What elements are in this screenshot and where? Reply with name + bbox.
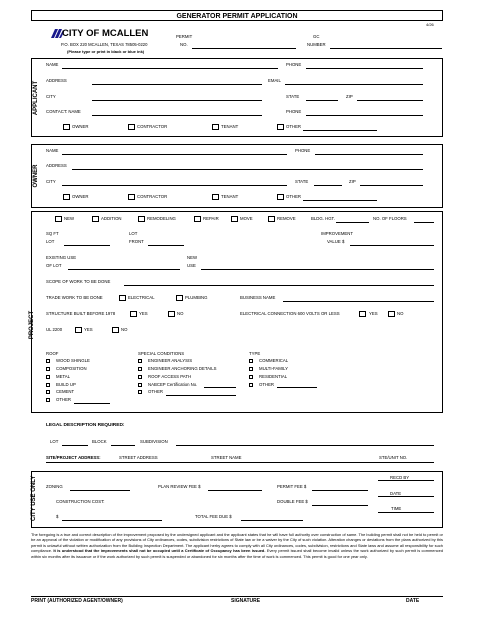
owner-other-label: OTHER	[286, 194, 302, 199]
roof-cement-label: CEMENT	[56, 389, 75, 394]
trade-work-label: TRADE WORK TO BE DONE	[46, 295, 103, 300]
legal-subdivision-label: SUBDIVISION	[140, 439, 168, 444]
work-new-label: NEW	[64, 216, 75, 221]
roof-composition-checkbox[interactable]	[46, 367, 50, 371]
improvement-label2: VALUE $	[327, 239, 345, 244]
structure-yes-checkbox[interactable]	[130, 311, 137, 317]
total-fee-label: TOTAL FEE DUE $	[195, 514, 232, 519]
applicant-owner-checkbox[interactable]	[63, 124, 70, 130]
elec-yes-label: YES	[369, 311, 378, 316]
applicant-contact-label: CONTACT: NAME	[46, 109, 81, 114]
applicant-other-field[interactable]	[303, 130, 377, 131]
recd-by-field[interactable]	[378, 480, 434, 481]
structure-no-checkbox[interactable]	[168, 311, 175, 317]
legal-description-title: LEGAL DESCRIPTION REQUIRED:	[46, 423, 125, 428]
existing-use-field[interactable]	[68, 269, 180, 270]
ul2200-label: UL 2200	[46, 327, 63, 332]
owner-city-label: CITY	[46, 179, 56, 184]
type-commercial-label: COMMERICAL	[259, 358, 289, 363]
new-use-label1: NEW	[187, 255, 198, 260]
work-move-label: MOVE	[240, 216, 253, 221]
type-commercial-checkbox[interactable]	[249, 359, 253, 363]
owner-state-field[interactable]	[314, 185, 342, 186]
applicant-phone-field[interactable]	[306, 68, 423, 69]
legal-lot-field[interactable]	[62, 445, 88, 446]
owner-zip-field[interactable]	[360, 185, 423, 186]
time-field[interactable]	[378, 512, 434, 513]
type-multi-family-checkbox[interactable]	[249, 367, 253, 371]
legal-lot-label: LOT	[50, 439, 59, 444]
owner-tenant-label: TENANT	[221, 194, 239, 199]
permit-fee-field[interactable]	[312, 490, 368, 491]
type-other-checkbox[interactable]	[249, 383, 253, 387]
applicant-email-field[interactable]	[285, 84, 423, 85]
legal-block-field[interactable]	[111, 445, 135, 446]
legal-block-label: BLOCK	[92, 439, 107, 444]
applicant-tenant-label: TENANT	[221, 124, 239, 129]
street-address-label: STREET ADDRESS	[119, 455, 158, 460]
gc-number-label: NUMBER	[307, 42, 326, 47]
roof-other-label: OTHER	[56, 397, 72, 402]
zoning-label: ZONING	[46, 484, 63, 489]
recd-by-label: RECD BY	[390, 475, 410, 480]
work-remodeling-checkbox[interactable]	[138, 216, 145, 222]
sq-ft-label: SQ FT	[46, 231, 59, 236]
roof-other-field[interactable]	[74, 403, 110, 404]
form-code: 4/26	[426, 22, 434, 27]
owner-address-label: ADDRESS	[46, 163, 67, 168]
city-name: CITY OF MCALLEN	[62, 28, 149, 39]
roof-wood-shingle-checkbox[interactable]	[46, 359, 50, 363]
work-repair-label: REPAIR	[203, 216, 219, 221]
gc-label: GC	[313, 34, 320, 39]
electrical-label: ELECTRICAL	[128, 295, 155, 300]
structure-yes-label: YES	[139, 311, 148, 316]
applicant-contractor-label: CONTRACTOR	[137, 124, 168, 129]
improvement-label1: IMPROVEMENT	[321, 231, 353, 236]
work-remove-label: REMOVE	[277, 216, 296, 221]
applicant-address-label: ADDRESS	[46, 78, 67, 83]
new-use-label2: USE	[187, 263, 196, 268]
plumbing-checkbox[interactable]	[176, 295, 183, 301]
special-nabcep-checkbox[interactable]	[138, 383, 142, 387]
roof-build-up-checkbox[interactable]	[46, 383, 50, 387]
no-floors-label: NO. OF FLOORS	[373, 216, 407, 221]
date-field[interactable]	[378, 496, 434, 497]
elec-no-label: NO	[397, 311, 404, 316]
bldg-hgt-label: BLDG. HGT.	[311, 216, 335, 221]
applicant-city-field[interactable]	[92, 100, 262, 101]
permit-no-field[interactable]	[192, 48, 296, 49]
permit-no-label: NO.	[180, 42, 188, 47]
type-multi-family-label: MULTI-FAMILY	[259, 366, 288, 371]
double-fee-field[interactable]	[312, 505, 368, 506]
double-fee-label: DOUBLE FEE $	[277, 499, 308, 504]
site-address-field[interactable]	[46, 462, 434, 463]
roof-wood-shingle-label: WOOD SHINGLE	[56, 358, 90, 363]
work-new-checkbox[interactable]	[55, 216, 62, 222]
zoning-field[interactable]	[70, 490, 130, 491]
special-other-field[interactable]	[166, 395, 236, 396]
construction-cost-dollar: $	[56, 514, 59, 519]
certification-text-part1: The foregoing is a true and correct description of the improvement proposed by the undersigned applicant and the applicant states that he will have full authority over construction of same. The building permit shall not be held to permit or be an approval of the violation or modification of any provisions of City ordinances, codes, subdivision restrictions of State law or be a waiver by the City of such violation. Alteration changes or deviations from the plans authorized by this permit is unlawful without written authorization from the Building Inspection Department. The applicant herby agrees to comply with all City ordinances, codes, subdivision, restrictions and State laws and assume all responsibility for such compliance.	[31, 532, 443, 554]
applicant-city-label: CITY	[46, 94, 56, 99]
applicant-zip-label: ZIP	[346, 94, 353, 99]
owner-other-field[interactable]	[303, 200, 377, 201]
type-residential-label: RESIDENTIAL	[259, 374, 288, 379]
applicant-zip-field[interactable]	[357, 100, 423, 101]
lot-field[interactable]	[64, 245, 110, 246]
signature-line[interactable]	[31, 596, 443, 597]
owner-phone-field[interactable]	[315, 154, 423, 155]
site-address-label: SITE/PROJECT ADDRESS:	[46, 455, 101, 460]
owner-city-field[interactable]	[62, 185, 287, 186]
owner-name-field[interactable]	[62, 154, 287, 155]
applicant-phone2-field[interactable]	[306, 115, 423, 116]
elec-no-checkbox[interactable]	[388, 311, 395, 317]
scope-field[interactable]	[124, 285, 434, 286]
ul2200-yes-checkbox[interactable]	[75, 327, 82, 333]
business-name-field[interactable]	[283, 301, 434, 302]
applicant-contact-field[interactable]	[92, 115, 262, 116]
work-remove-checkbox[interactable]	[268, 216, 275, 222]
date-label: DATE	[390, 491, 402, 496]
nabcep-number-field[interactable]	[204, 387, 236, 388]
roof-other-checkbox[interactable]	[46, 398, 50, 402]
certification-text-part2: Every permit issued shall become invalid unless the work authorized by such permit is commenced within six months after its issuance or if the work authorized by such permit is suspended or abandoned for six months after the time of work is commenced. This permit is good for one year only.	[31, 548, 444, 559]
roof-cement-checkbox[interactable]	[46, 390, 50, 394]
print-name-label: PRINT (AUTHORIZED AGENT/OWNER)	[31, 598, 123, 604]
lot-front-label2: FRONT	[129, 239, 144, 244]
construction-cost-field[interactable]	[62, 520, 162, 521]
special-anchoring-checkbox[interactable]	[138, 367, 142, 371]
ul2200-no-label: NO	[121, 327, 128, 332]
plan-review-field[interactable]	[208, 490, 262, 491]
special-engineer-analysis-checkbox[interactable]	[138, 359, 142, 363]
special-roof-access-checkbox[interactable]	[138, 375, 142, 379]
existing-use-label2: OF LOT	[46, 263, 62, 268]
applicant-state-field[interactable]	[306, 100, 338, 101]
applicant-owner-label: OWNER	[72, 124, 89, 129]
lot-front-field[interactable]	[148, 245, 184, 246]
city-use-only-label: CITY USE ONLY	[31, 475, 37, 521]
special-other-label: OTHER	[148, 389, 164, 394]
project-label: PROJECT	[29, 310, 35, 340]
special-roof-access-label: ROOF ACCESS PATH	[148, 374, 192, 379]
city-address: P.O. BOX 220 MCALLEN, TEXAS 78505-0220	[61, 42, 148, 47]
type-other-label: OTHER	[259, 382, 275, 387]
applicant-state-label: STATE	[286, 94, 300, 99]
elec-connection-label: ELECTRICAL CONNECTION 600 VOLTS OR LESS	[240, 311, 340, 316]
new-use-field[interactable]	[201, 269, 434, 270]
applicant-other-label: OTHER	[286, 124, 302, 129]
applicant-email-label: EMAIL	[268, 78, 281, 83]
suite-unit-label: STE/UNIT NO.	[379, 455, 408, 460]
signature-label: SIGNATURE	[231, 598, 261, 604]
owner-address-field[interactable]	[72, 169, 423, 170]
lot-label: LOT	[46, 239, 55, 244]
construction-cost-label: CONSTRUCTION COST:	[56, 499, 105, 504]
plan-review-label: PLAN REVIEW FEE $	[158, 484, 201, 489]
roof-metal-checkbox[interactable]	[46, 375, 50, 379]
legal-subdivision-field[interactable]	[176, 445, 434, 446]
owner-contractor-checkbox[interactable]	[128, 194, 135, 200]
structure-no-label: NO	[177, 311, 184, 316]
special-anchoring-label: ENGINEER ANCHORING DETAILS	[148, 366, 217, 371]
applicant-name-field[interactable]	[62, 68, 278, 69]
roof-build-up-label: BUILD UP	[56, 382, 76, 387]
permit-fee-label: PERMIT FEE $	[277, 484, 307, 489]
business-name-label: BUSINESS NAME	[240, 295, 276, 300]
roof-label: ROOF	[46, 351, 59, 356]
work-move-checkbox[interactable]	[231, 216, 238, 222]
total-fee-field[interactable]	[241, 520, 303, 521]
owner-phone-label: PHONE	[295, 148, 311, 153]
work-repair-checkbox[interactable]	[194, 216, 201, 222]
plumbing-label: PLUMBING	[185, 295, 208, 300]
owner-tenant-checkbox[interactable]	[212, 194, 219, 200]
signature-date-label: DATE	[406, 598, 420, 604]
ul2200-no-checkbox[interactable]	[112, 327, 119, 333]
type-other-field[interactable]	[277, 387, 317, 388]
work-remodeling-label: REMODELING	[147, 216, 176, 221]
owner-zip-label: ZIP	[349, 179, 356, 184]
existing-use-label1: EXISTING USE	[46, 255, 77, 260]
roof-metal-label: METAL	[56, 374, 71, 379]
owner-contractor-label: CONTRACTOR	[137, 194, 168, 199]
ul2200-yes-label: YES	[84, 327, 93, 332]
form-title: GENERATOR PERMIT APPLICATION	[176, 12, 298, 20]
scope-label: SCOPE OF WORK TO BE DONE	[46, 279, 111, 284]
certification-text-bold: It is understood that the improvements shall not be occupied until a Certificate of Occupancy has been issued.	[53, 548, 266, 554]
bldg-hgt-field[interactable]	[336, 222, 369, 223]
owner-label: OWNER	[33, 164, 39, 188]
ink-instructions: (Please type or print in black or blue ink)	[67, 49, 145, 54]
applicant-contractor-checkbox[interactable]	[128, 124, 135, 130]
special-engineer-analysis-label: ENGINEER ANALYSIS	[148, 358, 193, 363]
improvement-value-field[interactable]	[350, 245, 434, 246]
applicant-tenant-checkbox[interactable]	[212, 124, 219, 130]
applicant-phone-label: PHONE	[286, 62, 302, 67]
time-label: TIME	[391, 506, 402, 511]
special-nabcep-label: NABCEP Certification No.	[148, 382, 198, 387]
structure-built-label: STRUCTURE BUILT BEFORE 1978	[46, 311, 116, 316]
owner-state-label: STATE	[295, 179, 309, 184]
owner-owner-checkbox[interactable]	[63, 194, 70, 200]
lot-front-label1: LOT	[129, 231, 138, 236]
permit-label: PERMIT	[176, 34, 193, 39]
owner-name-label: NAME	[46, 148, 59, 153]
type-label: TYPE	[249, 351, 261, 356]
applicant-other-checkbox[interactable]	[277, 124, 284, 130]
work-addition-checkbox[interactable]	[92, 216, 99, 222]
gc-number-field[interactable]	[330, 48, 442, 49]
applicant-address-field[interactable]	[92, 84, 262, 85]
special-other-checkbox[interactable]	[138, 390, 142, 394]
special-conditions-label: SPECIAL CONDITIONS	[138, 351, 185, 356]
owner-other-checkbox[interactable]	[277, 194, 284, 200]
certification-text	[31, 532, 443, 559]
owner-owner-label: OWNER	[72, 194, 89, 199]
elec-yes-checkbox[interactable]	[359, 311, 366, 317]
roof-composition-label: COMPOSITION	[56, 366, 87, 371]
type-residential-checkbox[interactable]	[249, 375, 253, 379]
street-name-label: STREET NAME	[211, 455, 242, 460]
no-floors-field[interactable]	[414, 222, 434, 223]
applicant-label: APPLICANT	[33, 80, 39, 116]
applicant-name-label: NAME	[46, 62, 59, 67]
electrical-checkbox[interactable]	[119, 295, 126, 301]
applicant-phone2-label: PHONE	[286, 109, 302, 114]
work-addition-label: ADDITION	[101, 216, 122, 221]
